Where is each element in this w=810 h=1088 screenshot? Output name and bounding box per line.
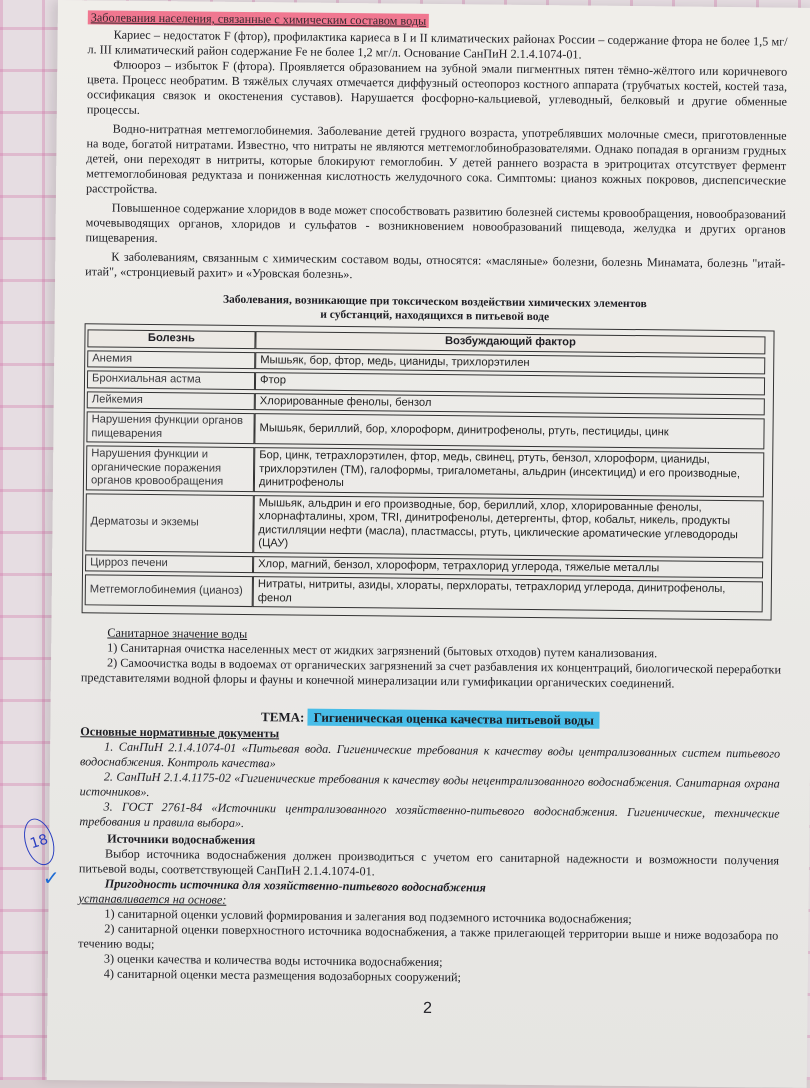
- document-item-1: 1. СанПиН 2.1.4.1074-01 «Питьевая вода. Гигиенические требования к качеству воды централизованных систем питьевого водоснабжения. Контроль качества»: [79, 739, 781, 771]
- factor-cell: Хлорированные фенолы, бензол: [255, 393, 765, 416]
- table-title-line1: Заболевания, возникающие при токсическом воздействии химических элементов: [222, 293, 647, 311]
- sanitary-section: [81, 625, 782, 692]
- suitability-title: Пригодность источника для хозяйственно-питьевого водоснабжения: [104, 876, 486, 895]
- document-item-2: 2. СанПиН 2.1.4.1175-02 «Гигиенические требования к качеству воды нецентрализованного водоснабжения. Санитарная охрана источников».: [79, 769, 780, 800]
- table-row: [85, 574, 763, 612]
- document-item-3: 3. ГОСТ 2761-84 «Источники централизованного хозяйственно-питьевого водоснабжения. Гигиенические, технические требования и правила выбора».: [79, 799, 780, 830]
- disease-cell: Нарушения функции органов пищеварения: [86, 411, 254, 444]
- paragraph-chlorides: Повышенное содержание хлоридов в воде может способствовать развитию болезней системы кровообращения, новообразований мочевыводящих органов, хлоридов и сульфатов - возникновением новообразований пищевода, желудка и других органов пищеварения.: [85, 200, 786, 246]
- document-content: [77, 10, 787, 1019]
- disease-cell: Дерматозы и экземы: [85, 493, 254, 553]
- column-header-factor: Возбуждающий фактор: [255, 331, 765, 354]
- disease-cell: Лейкемия: [87, 391, 255, 410]
- sources-section: [78, 831, 780, 988]
- disease-cell: Нарушения функции и органические поражения органов кровообращения: [86, 445, 254, 491]
- handwritten-circled-number: 18: [19, 815, 60, 869]
- paragraph-methemoglobinemia: Водно-нитратная метгемоглобинемия. Заболевание детей грудного возраста, употреблявших молочные смеси, приготовленные на воде, богатой нитратами. Известно, что нитраты не являются метгемоглобинобразователями. Однако попадая в организм грудных детей, они переходят в нитриты, которые блокируют гемоглобин. У детей раннего возраста в эритроцитах отсутствует фермент метгемоглобиновая редуктаза и пониженная кислотность желудочного сока. Симптомы: цианоз кожных покровов, диспепсические расстройства.: [85, 121, 787, 197]
- table-frame: [82, 323, 775, 620]
- documents-section: [79, 724, 780, 836]
- table-title-line2: и субстанций, находящихся в питьевой воде: [320, 308, 550, 324]
- suitability-item-3: 3) оценки качества и количества воды источника водоснабжения;: [103, 951, 443, 970]
- disease-cell: Метгемоглобинемия (цианоз): [85, 574, 253, 607]
- disease-cell: Анемия: [87, 350, 255, 369]
- column-header-disease: Болезнь: [87, 329, 255, 348]
- factor-cell: Мышьяк, бор, фтор, медь, цианиды, трихлорэтилен: [255, 352, 765, 375]
- suitability-item-4: 4) санитарной оценки места размещения водозаборных сооружений;: [103, 966, 462, 985]
- factor-cell: Фтор: [255, 372, 765, 395]
- sources-title: Источники водоснабжения: [107, 831, 256, 848]
- diseases-table: [85, 326, 766, 615]
- factor-cell: Мышьяк, альдрин и его производные, бор, бериллий, хлор, хлорированные фенолы, хлорнафталины, хром, TRI, динитрофенолы, детергенты, фтор, кобальт, никель, продукты дистилляции нефти (масла), пластмассы, ртуть, циклические ароматические углеводороды (ЦАУ): [253, 495, 764, 558]
- disease-cell: Бронхиальная астма: [87, 370, 255, 389]
- document-page: [28, 0, 810, 1088]
- checkmark-icon: ✓: [42, 865, 60, 891]
- table-row: [86, 411, 764, 449]
- suitability-subtitle: устанавливается на основе:: [78, 891, 227, 907]
- table-row: [85, 493, 764, 558]
- table-title: [85, 291, 785, 326]
- paragraph-fluorosis: Флюороз – избыток F (фтора). Проявляется образованием на зубной эмали пигментных пятен тёмно-жёлтого или коричневого цвета. Процесс необратим. В тяжёлых случаях отмечается диффузный остеопороз костного аппарата (трубчатых костей, костей таза, оссификация связок и окостенения суставов). Нарушается фосфорно-кальциевой, углеводный, белковый и другие обменные процессы.: [86, 57, 788, 117]
- page-number: 2: [422, 999, 433, 1017]
- suitability-item-1: 1) санитарной оценки условий формирования и залегания вод подземного источника водоснабжения;: [104, 906, 632, 927]
- paragraph-other-diseases: К заболеваниям, связанным с химическим составом воды, относятся: «масляные» болезни, болезнь Минамата, болезнь "итай-итай", «стронциевый рахит» и «Уровская болезнь».: [85, 249, 786, 282]
- topic-title: Гигиеническая оценка качества питьевой воды: [308, 709, 600, 729]
- factor-cell: Мышьяк, бериллий, бор, хлороформ, динитрофенолы, ртуть, пестициды, цинк: [254, 413, 764, 449]
- factor-cell: Нитраты, нитриты, азиды, хлораты, перхлораты, тетрахлорид углерода, динитрофенолы, фенол: [253, 576, 763, 612]
- sanitary-title: Санитарное значение воды: [107, 625, 248, 642]
- topic-label: ТЕМА:: [261, 709, 305, 725]
- highlighted-heading: Заболевания населения, связанные с химическим составом воды: [88, 10, 430, 28]
- sanitary-item-2: 2) Самоочистка воды в водоемах от органических загрязнений за счет разбавления их концентраций, биологической переработки представителями водной флоры и фауны и конечной минерализации или гумификации органических соединений.: [80, 655, 782, 691]
- suitability-item-2: 2) санитарной оценки поверхностного источника водоснабжения, а также прилегающей территории выше и ниже водозабора по течению воды;: [78, 921, 779, 952]
- sanitary-item-1: 1) Санитарная очистка населенных мест от жидких загрязнений (бытовых отходов) путем канализования.: [107, 640, 658, 661]
- documents-title: Основные нормативные документы: [80, 724, 280, 741]
- factor-cell: Хлор, магний, бензол, хлороформ, тетрахлорид углерода, тяжелые металлы: [253, 556, 763, 579]
- paragraph-caries: Кариес – недостаток F (фтор), профилактика кариеса в I и II климатических районах России – содержание фтора не более 1,5 мг/л. III климатический район содержание Fe не более 1,2 мг/л. Основание СанПиН 2.1.4.1074-01.: [87, 27, 788, 62]
- sources-text: Выбор источника водоснабжения должен производиться с учетом его санитарной надежности и возможности получения питьевой воды, соответствующей СанПиН 2.1.4.1074-01.: [78, 846, 780, 879]
- table-row: [86, 445, 764, 497]
- disease-cell: Цирроз печени: [85, 554, 253, 573]
- factor-cell: Бор, цинк, тетрахлорэтилен, фтор, медь, свинец, ртуть, бензол, хлороформ, цианиды, трихлорэтилен (ТМ), галоформы, тригалометаны, альдрин (инсектицид) и его производные, динитрофенолы: [254, 447, 764, 497]
